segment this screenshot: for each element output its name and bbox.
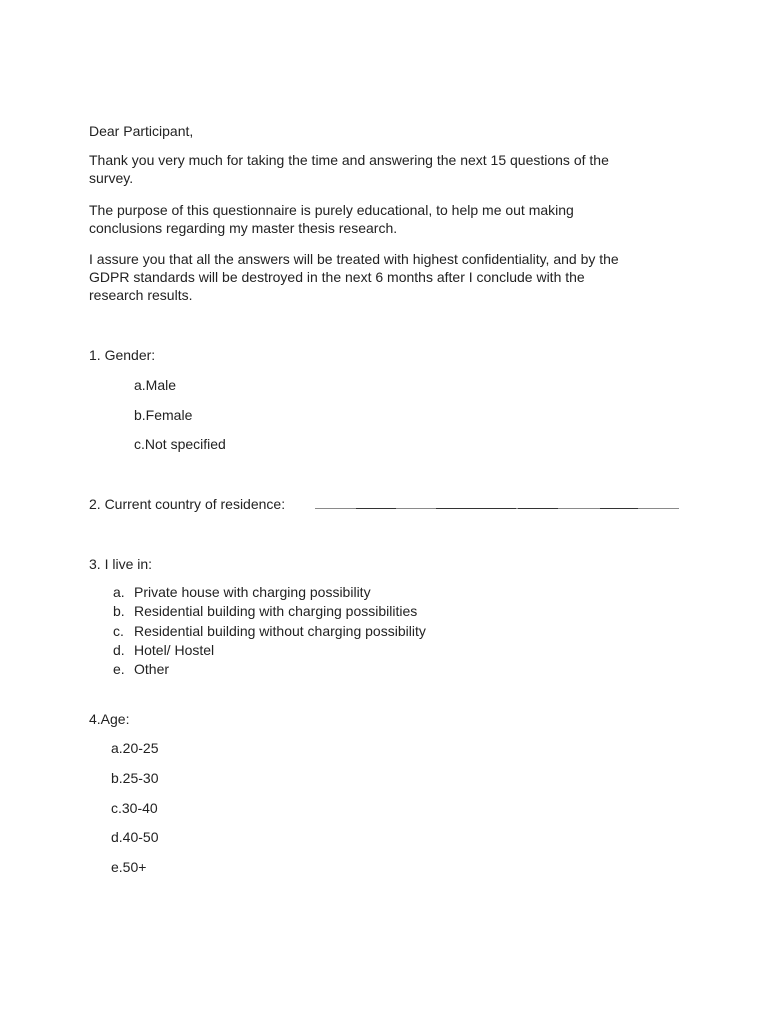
intro-paragraph-1 <box>89 151 679 187</box>
option-text: Hotel/ Hostel <box>134 642 215 658</box>
answer-line-segment <box>436 508 516 509</box>
intro-paragraph-3-line-1: I assure you that all the answers will be treated with highest confidentiality, and by the <box>89 251 619 267</box>
option-text: Residential building without charging possibility <box>134 623 426 639</box>
intro-paragraph-3 <box>89 250 679 304</box>
question-1-option-not-specified[interactable]: c.Not specified <box>134 436 226 452</box>
question-4-title: 4.Age: <box>89 711 130 727</box>
question-4-option-40-50[interactable]: d.40-50 <box>111 829 159 845</box>
option-letter: b. <box>113 603 125 619</box>
question-4-option-50-plus[interactable]: e.50+ <box>111 859 147 875</box>
question-4-option-30-40[interactable]: c.30-40 <box>111 800 158 816</box>
option-text: Private house with charging possibility <box>134 584 371 600</box>
question-1-option-male[interactable]: a.Male <box>134 377 177 393</box>
option-letter: d. <box>113 642 125 658</box>
question-4-option-25-30[interactable]: b.25-30 <box>111 770 159 786</box>
intro-paragraph-3-line-2: GDPR standards will be destroyed in the next 6 months after I conclude with the <box>89 269 585 285</box>
intro-paragraph-2-line-2: conclusions regarding my master thesis research. <box>89 220 398 236</box>
question-1-title: 1. Gender: <box>89 347 156 363</box>
option-letter: a. <box>113 584 125 600</box>
question-4-option-20-25[interactable]: a.20-25 <box>111 740 159 756</box>
option-text: Other <box>134 661 170 677</box>
answer-line-segment <box>356 508 396 509</box>
option-letter: e. <box>113 661 125 677</box>
answer-line-segment <box>518 508 558 509</box>
intro-paragraph-1-line-1: Thank you very much for taking the time and answering the next 15 questions of the <box>89 152 609 168</box>
question-2-title: 2. Current country of residence: <box>89 496 286 512</box>
answer-line-segment <box>600 508 638 509</box>
question-3-title: 3. I live in: <box>89 556 153 572</box>
option-text: Residential building with charging possibilities <box>134 603 418 619</box>
option-letter: c. <box>113 623 124 639</box>
intro-paragraph-2-line-1: The purpose of this questionnaire is purely educational, to help me out making <box>89 202 574 218</box>
greeting: Dear Participant, <box>89 123 194 139</box>
intro-paragraph-2 <box>89 201 679 237</box>
question-1-option-female[interactable]: b.Female <box>134 407 193 423</box>
intro-paragraph-1-line-2: survey. <box>89 170 134 186</box>
intro-paragraph-3-line-3: research results. <box>89 287 193 303</box>
